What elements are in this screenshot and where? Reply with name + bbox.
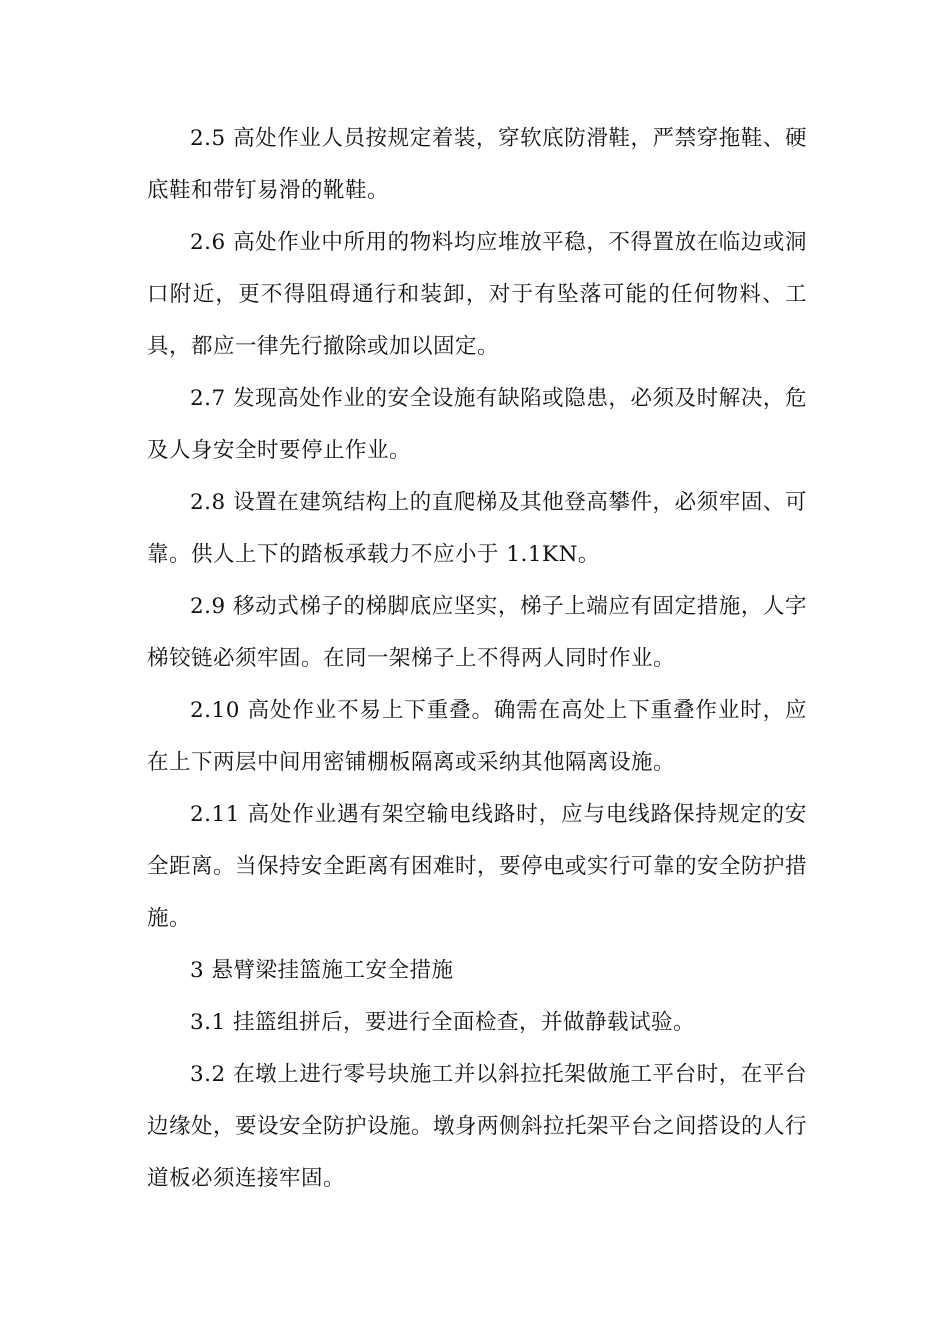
paragraph-3-2: 3.2 在墩上进行零号块施工并以斜拉托架做施工平台时，在平台边缘处，要设安全防护设施。墩身两侧斜拉托架平台之间搭设的人行道板必须连接牢固。 <box>147 1062 808 1191</box>
paragraph-2-9: 2.9 移动式梯子的梯脚底应坚实，梯子上端应有固定措施，人字梯铰链必须牢固。在同一架梯子上不得两人同时作业。 <box>147 594 807 671</box>
paragraph-2-6: 2.6 高处作业中所用的物料均应堆放平稳，不得置放在临边或洞口附近，更不得阻碍通行和装卸，对于有坠落可能的任何物料、工具，都应一律先行撤除或加以固定。 <box>147 230 807 359</box>
paragraph-2-7: 2.7 发现高处作业的安全设施有缺陷或隐患，必须及时解决，危及人身安全时要停止作业。 <box>147 386 807 463</box>
paragraph-2-8: 2.8 设置在建筑结构上的直爬梯及其他登高攀件，必须牢固、可靠。供人上下的踏板承载力不应小于 1.1KN。 <box>147 490 807 567</box>
document-body <box>147 113 807 1205</box>
paragraph-2-11: 2.11 高处作业遇有架空输电线路时，应与电线路保持规定的安全距离。当保持安全距离有困难时，要停电或实行可靠的安全防护措施。 <box>147 802 808 931</box>
section-heading-3: 3 悬臂梁挂篮施工安全措施 <box>190 958 454 983</box>
paragraph-2-5: 2.5 高处作业人员按规定着装，穿软底防滑鞋，严禁穿拖鞋、硬底鞋和带钉易滑的靴鞋。 <box>147 126 807 203</box>
paragraph-2-10: 2.10 高处作业不易上下重叠。确需在高处上下重叠作业时，应在上下两层中间用密铺棚板隔离或采纳其他隔离设施。 <box>147 698 807 775</box>
paragraph-3-1: 3.1 挂篮组拼后，要进行全面检查，并做静载试验。 <box>190 1010 696 1035</box>
